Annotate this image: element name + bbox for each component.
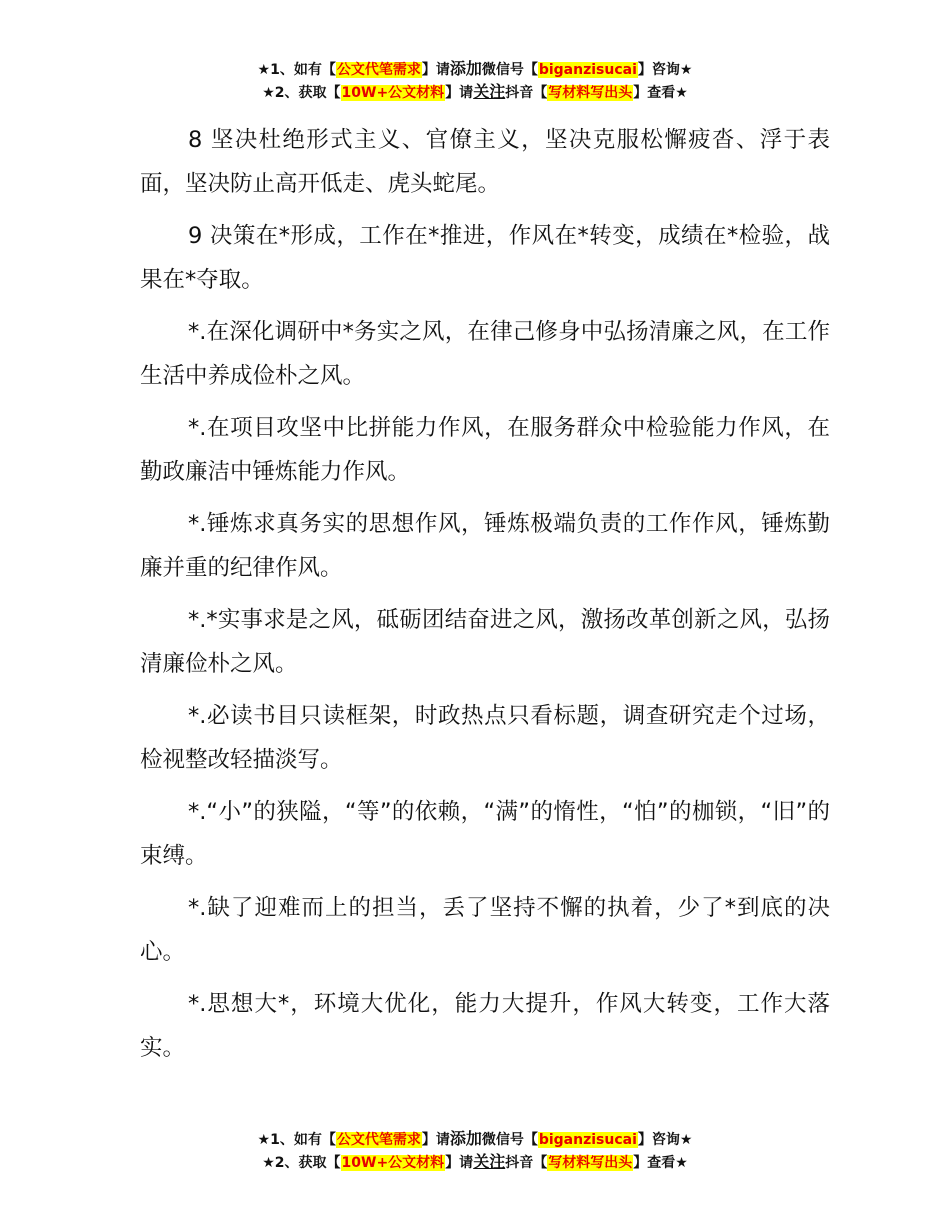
- banner-text: 微信号【: [481, 62, 538, 78]
- banner-highlight: 公文代笔需求: [336, 1132, 421, 1148]
- banner-line-2: [0, 81, 950, 104]
- footer-banner: [0, 1128, 950, 1174]
- document-body: [140, 118, 830, 1078]
- paragraph: *.缺了迎难而上的担当，丢了坚持不懈的执着，少了*到底的决心。: [140, 895, 830, 965]
- banner-line-1: [0, 1128, 950, 1151]
- banner-highlight: 公文代笔需求: [336, 62, 421, 78]
- banner-text: 添加: [449, 59, 482, 78]
- banner-text: 】咨询★: [637, 1132, 693, 1148]
- banner-text: 抖音【: [505, 85, 548, 101]
- paragraph: *.在深化调研中*务实之风，在律己修身中弘扬清廉之风，在工作生活中养成俭朴之风。: [140, 319, 830, 389]
- banner-text: ★2、获取【: [262, 1155, 341, 1171]
- banner-highlight: 写材料写出头: [548, 85, 633, 101]
- paragraph: 9 决策在*形成，工作在*推进，作风在*转变，成绩在*检验，战果在*夺取。: [140, 223, 830, 293]
- banner-line-1: [0, 58, 950, 81]
- paragraph: *.*实事求是之风，砥砺团结奋进之风，激扬改革创新之风，弘扬清廉俭朴之风。: [140, 607, 830, 677]
- paragraph: *.“小”的狭隘，“等”的依赖，“满”的惰性，“怕”的枷锁，“旧”的束缚。: [140, 799, 830, 869]
- banner-text: 】请: [421, 62, 450, 78]
- banner-text: 抖音【: [505, 1155, 548, 1171]
- banner-line-2: [0, 1151, 950, 1174]
- paragraph: *.锤炼求真务实的思想作风，锤炼极端负责的工作作风，锤炼勤廉并重的纪律作风。: [140, 511, 830, 581]
- paragraph: 8 坚决杜绝形式主义、官僚主义，坚决克服松懈疲沓、浮于表面，坚决防止高开低走、虎头蛇尾。: [140, 127, 830, 197]
- paragraph: *.必读书目只读框架，时政热点只看标题，调查研究走个过场，检视整改轻描淡写。: [140, 703, 830, 773]
- paragraph: *.在项目攻坚中比拼能力作风，在服务群众中检验能力作风，在勤政廉洁中锤炼能力作风。: [140, 415, 830, 485]
- banner-highlight: 10W+公文材料: [341, 85, 445, 101]
- banner-text: ★1、如有【: [257, 1132, 336, 1148]
- banner-text: 微信号【: [481, 1132, 538, 1148]
- banner-text: 添加: [449, 1129, 482, 1148]
- banner-text: ★1、如有【: [257, 62, 336, 78]
- banner-text: 】查看★: [633, 85, 688, 101]
- banner-text: 】查看★: [633, 1155, 688, 1171]
- banner-text: 】请: [421, 1132, 450, 1148]
- banner-highlight: biganzisucai: [538, 62, 637, 78]
- banner-text: 】请: [445, 85, 474, 101]
- banner-text: 】咨询★: [637, 62, 693, 78]
- banner-text: 关注: [473, 1152, 506, 1171]
- banner-highlight: 写材料写出头: [548, 1155, 633, 1171]
- header-banner: [0, 58, 950, 104]
- banner-highlight: 10W+公文材料: [341, 1155, 445, 1171]
- banner-text: ★2、获取【: [262, 85, 341, 101]
- banner-highlight: biganzisucai: [538, 1132, 637, 1148]
- paragraph: *.思想大*，环境大优化，能力大提升，作风大转变，工作大落实。: [140, 991, 830, 1061]
- banner-text: 】请: [445, 1155, 474, 1171]
- banner-text: 关注: [473, 82, 506, 101]
